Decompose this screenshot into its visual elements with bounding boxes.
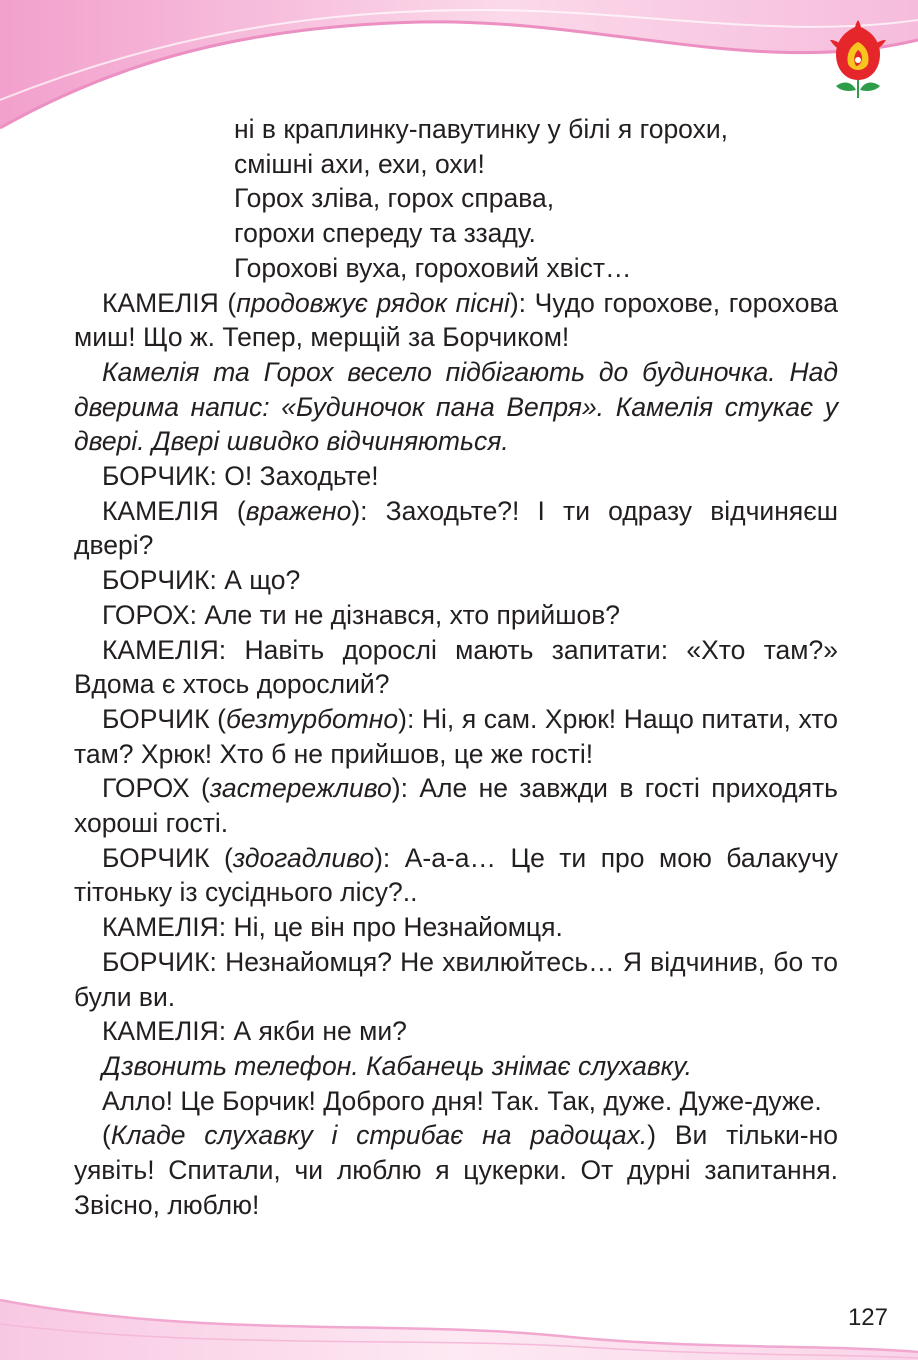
stage-remark: продовжує рядок пісні xyxy=(236,287,510,318)
bottom-wave-decoration xyxy=(0,1240,918,1360)
page-text xyxy=(74,112,838,1223)
verse-line: смішні ахи, ехи, охи! xyxy=(234,148,485,179)
stage-remark: здогадливо xyxy=(232,842,375,873)
song-verse xyxy=(74,112,838,286)
dialogue-line: КАМЕЛІЯ: Навіть дорослі мають запитати: «Хто там?» Вдома є хтось дорослий? xyxy=(74,634,838,700)
stage-remark: застережливо xyxy=(209,773,392,804)
stage-remark: Кладе слухавку і стрибає на радощах. xyxy=(110,1120,648,1151)
verse-line: Горохові вуха, гороховий хвіст… xyxy=(234,252,632,283)
dialogue-line: БОРЧИК (здогадливо): А-а-а… Це ти про мою балакучу тітоньку із сусіднього лісу?.. xyxy=(74,842,839,908)
dialogue-line: БОРЧИК: А що? xyxy=(102,565,301,596)
verse-line: Горох зліва, горох справа, xyxy=(234,183,555,214)
dialogue-line: ГОРОХ: Але ти не дізнався, хто прийшов? xyxy=(102,599,621,630)
dialogue-line: БОРЧИК: О! Заходьте! xyxy=(102,461,379,492)
stage-remark: безтурботно xyxy=(225,703,399,734)
dialogue-line: Алло! Це Борчик! Доброго дня! Так. Так, дуже. Дуже-дуже. xyxy=(102,1085,822,1116)
dialogue-line: КАМЕЛІЯ: А якби не ми? xyxy=(102,1016,407,1047)
dialogue-line: КАМЕЛІЯ (вражено): Заходьте?! І ти одразу відчиняєш двері? xyxy=(74,495,838,561)
dialogue-line: КАМЕЛІЯ (продовжує рядок пісні): Чудо горохове, горохова миш! Що ж. Тепер, мерщій за Борчиком! xyxy=(74,287,838,353)
dialogue-line: БОРЧИК: Незнайомця? Не хвилюйтесь… Я відчинив, бо то були ви. xyxy=(74,946,838,1012)
stage-remark: вражено xyxy=(245,495,352,526)
dialogue-line: БОРЧИК (безтурботно): Ні, я сам. Хрюк! Нащо питати, хто там? Хрюк! Хто б не прийшов, це же гості! xyxy=(74,703,838,769)
dialogue-line: (Кладе слухавку і стрибає на радощах.) Ви тільки-но уявіть! Спитали, чи люблю я цукерки. От дурні запитання. Звісно, люблю! xyxy=(74,1120,839,1220)
verse-line: ні в краплинку-павутинку у білі я горохи, xyxy=(234,114,729,144)
stage-direction: Дзвонить телефон. Кабанець знімає слухавку. xyxy=(102,1050,693,1081)
flower-ornament-icon xyxy=(826,20,890,100)
verse-line: горохи спереду та ззаду. xyxy=(234,218,536,249)
page-number: 127 xyxy=(847,1304,888,1331)
stage-direction: Камелія та Горох весело підбігають до будиночка. Над дверима напис: «Будиночок пана Вепря». Камелія стукає у двері. Двері швидко відчиняються. xyxy=(74,356,838,457)
dialogue-line: КАМЕЛІЯ: Ні, це він про Незнайомця. xyxy=(102,912,563,943)
dialogue-line: ГОРОХ (застережливо): Але не завжди в гості приходять хороші гості. xyxy=(74,773,838,839)
